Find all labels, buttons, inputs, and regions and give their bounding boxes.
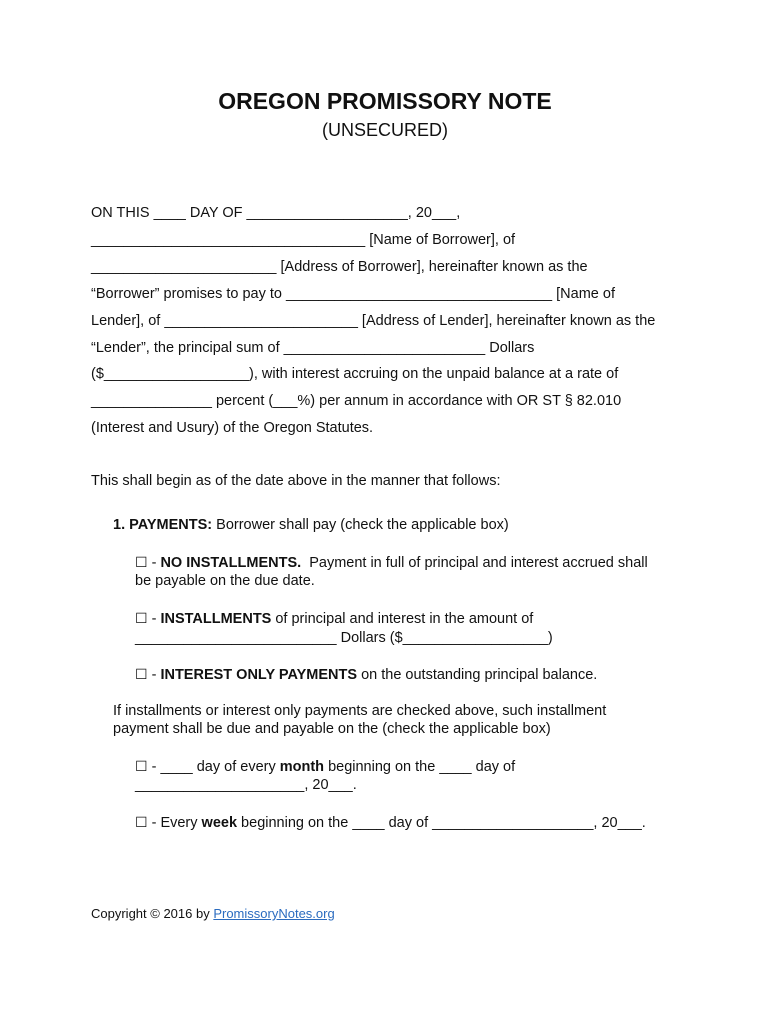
- promissorynotes-link[interactable]: PromissoryNotes.org: [213, 906, 335, 921]
- option-interest-only: [135, 665, 597, 684]
- copyright-text: Copyright © 2016 by: [91, 906, 214, 921]
- schedule-monthly-label: month: [279, 759, 325, 775]
- intro-line: _______________ percent (___%) per annum in accordance with OR ST § 82.010: [91, 393, 622, 409]
- intro-line: ($__________________), with interest accruing on the unpaid balance at a rate of: [91, 366, 619, 382]
- intro-line: “Lender”, the principal sum of _________________________ Dollars: [91, 340, 535, 356]
- schedule-monthly: [135, 757, 515, 776]
- intro-line: Lender], of ________________________ [Address of Lender], hereinafter known as the: [91, 313, 656, 329]
- option-installments-line2: _________________________ Dollars ($__________________): [135, 630, 553, 646]
- option-interest-only-text: on the outstanding principal balance.: [357, 667, 598, 683]
- schedule-monthly-line2: _____________________, 20___.: [135, 777, 357, 793]
- document-title: OREGON PROMISSORY NOTE: [218, 88, 552, 114]
- option-installments-label: INSTALLMENTS: [160, 611, 272, 627]
- document-subtitle: (UNSECURED): [322, 120, 448, 140]
- option-prefix: -: [147, 667, 161, 683]
- schedule-weekly: [135, 813, 646, 832]
- option-interest-only-label: INTEREST ONLY PAYMENTS: [160, 667, 358, 683]
- payments-number: 1.: [113, 517, 126, 533]
- option-no-installments-label: NO INSTALLMENTS.: [160, 555, 302, 571]
- option-installments: [135, 609, 533, 628]
- schedule-monthly-rest: beginning on the ____ day of: [324, 759, 516, 775]
- intro-line: “Borrower” promises to pay to _________________________________ [Name of: [91, 286, 615, 302]
- checkbox-weekly[interactable]: ☐: [135, 814, 148, 830]
- schedule-weekly-rest: beginning on the ____ day of ____________________, 20___.: [237, 815, 646, 831]
- option-installments-text: of principal and interest in the amount of: [271, 611, 534, 627]
- intro-line: (Interest and Usury) of the Oregon Statutes.: [91, 420, 374, 436]
- schedule-weekly-pre: - Every: [147, 815, 202, 831]
- begin-text: This shall begin as of the date above in the manner that follows:: [91, 473, 501, 489]
- schedule-weekly-label: week: [201, 815, 238, 831]
- option-no-installments-line2: be payable on the due date.: [135, 573, 315, 589]
- checkbox-interest-only[interactable]: ☐: [135, 666, 148, 682]
- intro-line: ON THIS ____ DAY OF ____________________, 20___,: [91, 205, 461, 221]
- schedule-monthly-pre: - ____ day of every: [147, 759, 280, 775]
- intro-line: _______________________ [Address of Borrower], hereinafter known as the: [91, 259, 588, 275]
- payments-heading-label: PAYMENTS:: [129, 517, 213, 533]
- option-no-installments-text: Payment in full of principal and interest accrued shall: [301, 555, 648, 571]
- schedule-intro-line1: If installments or interest only payments are checked above, such installment: [113, 703, 607, 719]
- checkbox-installments[interactable]: ☐: [135, 610, 148, 626]
- intro-line: __________________________________ [Name of Borrower], of: [91, 232, 516, 248]
- schedule-intro-line2: payment shall be due and payable on the (check the applicable box): [113, 721, 551, 737]
- payments-heading: [113, 516, 509, 534]
- checkbox-monthly[interactable]: ☐: [135, 758, 148, 774]
- option-no-installments: [135, 553, 648, 572]
- checkbox-no-installments[interactable]: ☐: [135, 554, 148, 570]
- copyright-footer: [91, 906, 335, 921]
- option-prefix: -: [147, 611, 161, 627]
- payments-heading-rest: Borrower shall pay (check the applicable box): [212, 517, 509, 533]
- option-prefix: -: [147, 555, 161, 571]
